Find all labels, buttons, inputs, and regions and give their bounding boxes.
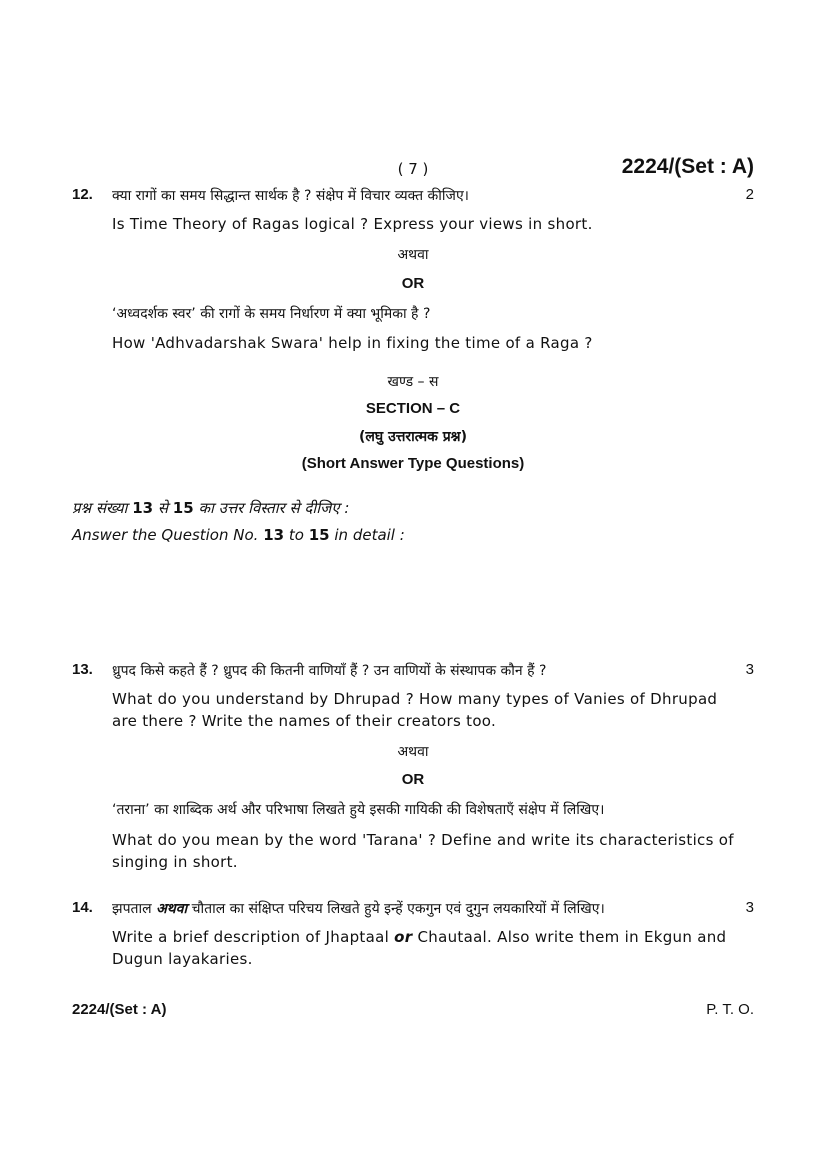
q14-hindi-or: अथवा: [156, 901, 188, 917]
question-12-number: 12.: [72, 186, 93, 203]
question-14-english-line1: [112, 926, 754, 948]
instr-hindi-pre: प्रश्न संख्या: [72, 499, 128, 517]
footer-pto: P. T. O.: [706, 1001, 754, 1018]
paper-code-header: 2224/(Set : A): [621, 155, 754, 178]
section-subtitle: (Short Answer Type Questions): [301, 455, 525, 472]
question-14-marks: 3: [745, 899, 754, 916]
q14-english-or: or: [394, 928, 413, 946]
section-title: SECTION – C: [365, 400, 461, 417]
question-14-hindi: [112, 899, 754, 918]
question-13-alt-hindi: ‘तराना’ का शाब्दिक अर्थ और परिभाषा लिखते हुये इसकी गायिकी की विशेषताएँ संक्षेप में लिखिए।: [112, 802, 605, 818]
question-12-or-english: OR: [401, 275, 425, 292]
question-14-number: 14.: [72, 899, 93, 916]
q14-hindi-post: चौताल का संक्षिप्त परिचय लिखते हुये इन्हें एकगुन एवं दुगुन लयकारियों में लिखिए।: [191, 901, 605, 917]
question-12-marks: 2: [745, 186, 754, 203]
q14-english-pre: Write a brief description of Jhaptaal: [112, 928, 390, 946]
instr-en-mid: to: [288, 526, 304, 544]
instr-en-post: in detail :: [334, 526, 405, 544]
instr-en-pre: Answer the Question No.: [72, 526, 259, 544]
question-14-english-line2: Dugun layakaries.: [112, 950, 253, 968]
question-13-alt-english-line1: What do you mean by the word 'Tarana' ? Define and write its characteristics of: [112, 831, 734, 849]
question-12-alt-english: How 'Adhvadarshak Swara' help in fixing the time of a Raga ?: [112, 334, 593, 352]
question-12-english: Is Time Theory of Ragas logical ? Express your views in short.: [112, 215, 593, 233]
section-hindi-subtitle: (लघु उत्तरात्मक प्रश्न): [359, 429, 467, 445]
question-13-english-line1: What do you understand by Dhrupad ? How many types of Vanies of Dhrupad: [112, 690, 718, 708]
question-13-or-english: OR: [401, 771, 425, 788]
question-13-or-hindi: अथवा: [397, 744, 429, 760]
q14-hindi-pre: झपताल: [112, 901, 152, 917]
q14-english-post: Chautaal. Also write them in Ekgun and: [417, 928, 727, 946]
question-12-or-hindi: अथवा: [397, 247, 429, 263]
instr-en-num-13: 13: [263, 526, 285, 544]
question-13-number: 13.: [72, 661, 93, 678]
page-number: ( 7 ): [397, 160, 429, 178]
instructions-english: [72, 526, 405, 544]
question-13-english-line2: are there ? Write the names of their creators too.: [112, 712, 497, 730]
question-13-alt-english-line2: singing in short.: [112, 853, 238, 871]
question-13-marks: 3: [745, 661, 754, 678]
question-12-hindi: क्या रागों का समय सिद्धान्त सार्थक है ? संक्षेप में विचार व्यक्त कीजिए।: [112, 188, 469, 204]
section-hindi-title: खण्ड – स: [387, 374, 439, 390]
question-13-hindi: ध्रुपद किसे कहते हैं ? ध्रुपद की कितनी वाणियाँ हैं ? उन वाणियों के संस्थापक कौन हैं ?: [112, 663, 547, 679]
instr-hindi-num-13: 13: [132, 499, 154, 517]
footer-paper-code: 2224/(Set : A): [72, 1001, 167, 1018]
instr-hindi-mid: से: [157, 499, 168, 517]
instr-hindi-post: का उत्तर विस्तार से दीजिए :: [198, 499, 350, 517]
instr-en-num-15: 15: [308, 526, 330, 544]
instr-hindi-num-15: 15: [172, 499, 194, 517]
instructions-hindi: [72, 498, 349, 518]
question-12-alt-hindi: ‘अध्वदर्शक स्वर’ की रागों के समय निर्धारण में क्या भूमिका है ?: [112, 306, 431, 322]
